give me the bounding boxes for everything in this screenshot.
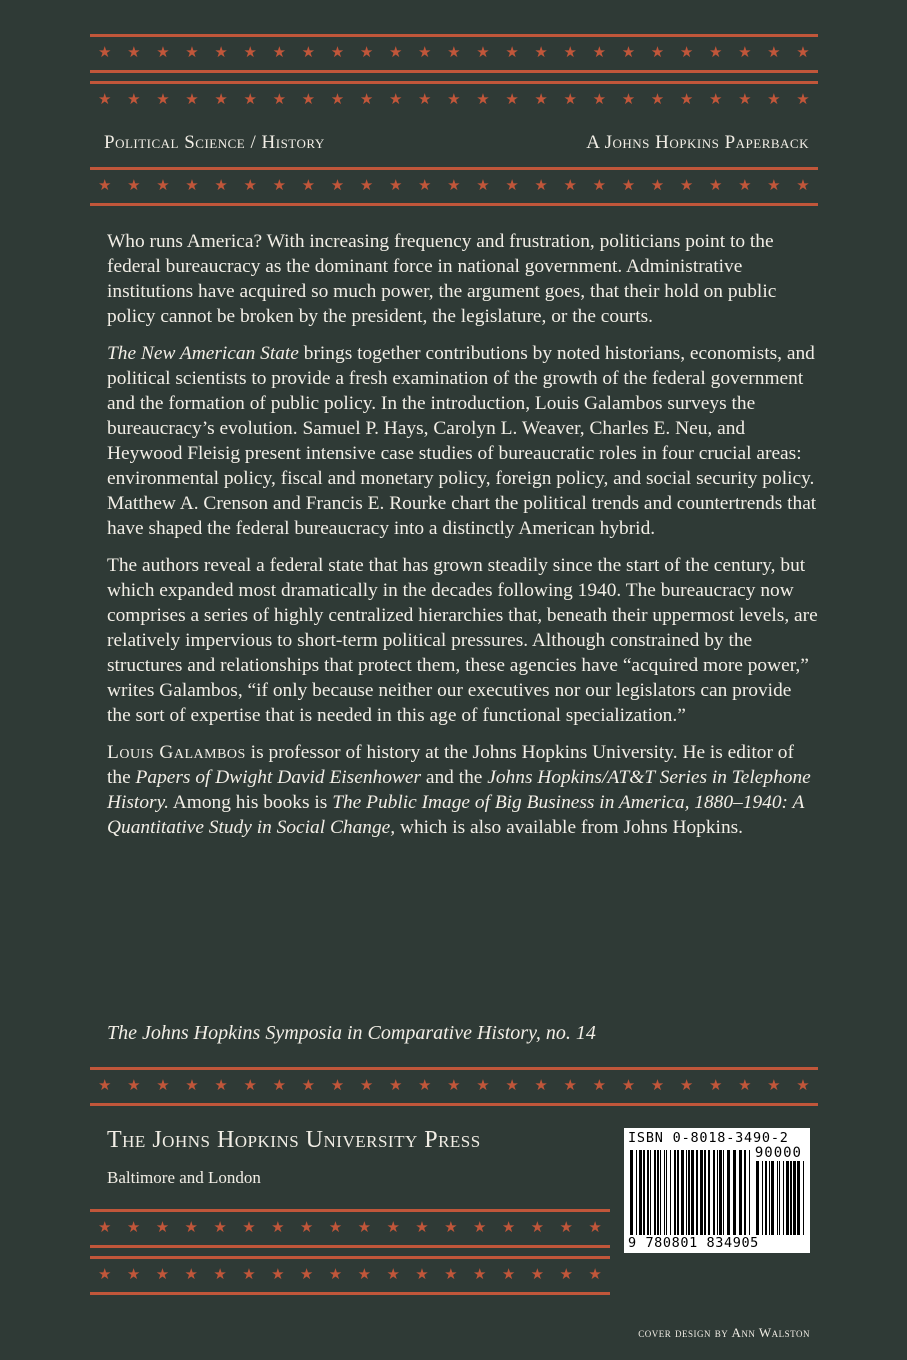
star-icon: ★ (738, 92, 752, 108)
star-icon: ★ (708, 1078, 723, 1094)
star-icon: ★ (621, 92, 636, 108)
series-line: The Johns Hopkins Symposia in Comparative History, no. 14 (107, 1022, 596, 1044)
star-icon: ★ (213, 1267, 227, 1283)
star-icon: ★ (447, 178, 461, 194)
publisher-ornament-band (90, 1067, 818, 1106)
star-icon: ★ (126, 1220, 141, 1236)
description-paragraph: Who runs America? With increasing frequency and frustration, politicians point to the federal bureaucracy as the dominant force in national government. Administrative institutions have acquired so much power, the argument goes, that their hold on public policy cannot be broken by the president, the legislature, or the courts. (107, 231, 777, 327)
star-icon: ★ (271, 1267, 285, 1283)
barcode-bar (636, 1150, 637, 1235)
star-icon: ★ (592, 1078, 607, 1094)
star-icon: ★ (501, 1267, 516, 1283)
star-icon: ★ (738, 45, 752, 61)
star-icon: ★ (185, 178, 199, 194)
barcode-bar (639, 1150, 642, 1235)
star-icon: ★ (767, 45, 781, 61)
star-icon: ★ (650, 1078, 665, 1094)
barcode-bar (691, 1150, 694, 1235)
barcode-bar (797, 1161, 800, 1235)
star-icon: ★ (156, 178, 170, 194)
star-icon: ★ (386, 1267, 400, 1283)
star-icon: ★ (505, 92, 519, 108)
star-icon: ★ (156, 1078, 170, 1094)
top-ornament-band (90, 34, 818, 108)
star-icon: ★ (243, 45, 257, 61)
star-icon: ★ (559, 1220, 573, 1236)
star-icon: ★ (242, 1267, 256, 1283)
credit-label: cover design by (638, 1325, 729, 1340)
star-icon: ★ (708, 92, 723, 108)
star-icon: ★ (213, 1220, 227, 1236)
star-icon: ★ (476, 45, 490, 61)
star-icon: ★ (185, 1078, 199, 1094)
barcode-bar (708, 1150, 710, 1235)
star-icon: ★ (272, 45, 287, 61)
publisher-location: Baltimore and London (107, 1168, 261, 1187)
star-icon: ★ (272, 1078, 287, 1094)
star-icon: ★ (98, 92, 112, 108)
isbn-barcode (624, 1128, 810, 1253)
star-icon: ★ (796, 1078, 810, 1094)
star-icon: ★ (534, 178, 548, 194)
star-icon: ★ (299, 1267, 314, 1283)
description-text: brings together contributions by noted historians, economists, and political scientists to provide a fresh examination of the growth of the federal government and the formation of public policy. In the introduction, Louis Galambos surveys the bureaucracy’s evolution. Samuel P. Hays, Carolyn L. Weaver, Charles E. Neu, and Heywood Fleisig present intensive case studies of bureaucratic roles in four crucial areas: environmental policy, fiscal and monetary policy, foreign policy, and social security policy. Matthew A. Crenson and Francis E. Rourke chart the political trends and countertrends that have shaped the federal bureaucracy into a distinctly American hybrid. (107, 343, 817, 539)
star-icon: ★ (301, 92, 316, 108)
star-icon: ★ (359, 92, 374, 108)
star-icon: ★ (330, 92, 345, 108)
barcode-bar (723, 1150, 724, 1235)
barcode-bar (666, 1150, 667, 1235)
star-icon: ★ (357, 1267, 372, 1283)
star-icon: ★ (505, 1078, 519, 1094)
ornament-rule (90, 34, 818, 37)
star-icon: ★ (621, 178, 636, 194)
star-icon: ★ (708, 45, 723, 61)
designer-name: Ann Walston (731, 1325, 810, 1340)
barcode-bar (769, 1161, 770, 1235)
star-icon: ★ (679, 92, 694, 108)
star-icon: ★ (530, 1220, 545, 1236)
barcode-bar (686, 1150, 687, 1235)
star-icon: ★ (530, 1267, 545, 1283)
star-icon: ★ (98, 1078, 112, 1094)
ornament-rule (90, 1292, 610, 1295)
star-icon: ★ (592, 45, 607, 61)
star-icon: ★ (708, 178, 723, 194)
description-paragraph: The authors reveal a federal state that has grown steadily since the start of the century, but which expanded most dramatically in the decades following 1940. The bureaucracy now comprises a series of highly centralized hierarchies that, beneath their uppermost levels, are relatively impervious to short-term political pressures. Although constrained by the structures and relationships that protect them, these agencies have “acquired more power,” writes Galambos, “if only because neither our executives nor our legislators can provide the sort of expertise that is needed in this age of functional specialization.” (107, 555, 818, 726)
barcode-bar (647, 1150, 649, 1235)
star-icon: ★ (127, 45, 141, 61)
bottom-ornament-band (90, 1209, 610, 1295)
star-icon: ★ (534, 92, 548, 108)
category-row (104, 132, 809, 154)
barcode-bar (739, 1150, 742, 1235)
ean-main-bars (630, 1150, 750, 1235)
barcode-bar (717, 1150, 718, 1235)
barcode-bar (657, 1150, 659, 1235)
ornament-rule (90, 1103, 818, 1106)
barcode-bar (786, 1161, 789, 1235)
barcode-bar (660, 1150, 661, 1235)
barcode-bar (664, 1150, 665, 1235)
star-icon: ★ (185, 92, 199, 108)
star-row (90, 45, 818, 61)
star-row (90, 92, 818, 108)
star-icon: ★ (501, 1220, 516, 1236)
star-icon: ★ (388, 45, 403, 61)
star-icon: ★ (127, 92, 141, 108)
star-icon: ★ (156, 45, 170, 61)
star-icon: ★ (738, 1078, 752, 1094)
star-icon: ★ (505, 45, 519, 61)
star-icon: ★ (476, 92, 490, 108)
star-icon: ★ (447, 45, 461, 61)
author-bio (107, 740, 819, 840)
star-icon: ★ (184, 1267, 198, 1283)
barcode-bar (762, 1161, 763, 1235)
barcode-bar (719, 1150, 722, 1235)
star-icon: ★ (534, 45, 548, 61)
bio-italic: The Public Image of Big Business in America, 1880–1940: A Quantitative Study in Social Change, (107, 792, 804, 838)
ornament-rule (90, 167, 818, 170)
star-icon: ★ (242, 1220, 256, 1236)
star-row (90, 1220, 610, 1236)
star-icon: ★ (679, 1078, 694, 1094)
star-icon: ★ (796, 178, 810, 194)
star-icon: ★ (214, 92, 228, 108)
barcode-bar (704, 1150, 706, 1235)
author-name: Louis Galambos (107, 742, 246, 763)
star-row (90, 1267, 610, 1283)
star-icon: ★ (214, 1078, 228, 1094)
star-row (90, 1078, 818, 1094)
barcode-bar (777, 1161, 778, 1235)
barcode-bar (696, 1150, 698, 1235)
star-icon: ★ (796, 45, 810, 61)
cover-design-credit (638, 1325, 810, 1341)
isbn-number: ISBN 0-8018-3490-2 (628, 1130, 789, 1146)
ornament-rule (90, 1209, 610, 1212)
star-icon: ★ (444, 1220, 458, 1236)
star-icon: ★ (98, 1220, 112, 1236)
barcode-bar (756, 1161, 759, 1235)
star-icon: ★ (418, 45, 432, 61)
star-icon: ★ (98, 178, 112, 194)
barcode-bar (688, 1150, 690, 1235)
barcode-bar (779, 1161, 780, 1235)
star-icon: ★ (650, 45, 665, 61)
barcode-bar (765, 1161, 767, 1235)
barcode-bar (793, 1161, 796, 1235)
star-icon: ★ (388, 92, 403, 108)
barcode-bar (713, 1150, 715, 1235)
star-icon: ★ (476, 178, 490, 194)
star-icon: ★ (472, 1267, 487, 1283)
book-description (107, 229, 819, 852)
star-icon: ★ (127, 178, 141, 194)
star-icon: ★ (563, 92, 577, 108)
barcode-bar (700, 1150, 703, 1235)
star-icon: ★ (447, 92, 461, 108)
star-icon: ★ (330, 45, 345, 61)
barcode-bar (650, 1150, 651, 1235)
star-icon: ★ (243, 1078, 257, 1094)
ornament-rule (90, 81, 818, 84)
barcode-bar (783, 1161, 784, 1235)
barcode-bar (727, 1150, 730, 1235)
star-icon: ★ (126, 1267, 141, 1283)
book-title-italic: The New American State (107, 343, 299, 364)
barcode-bar (681, 1150, 684, 1235)
star-icon: ★ (418, 92, 432, 108)
ean-number: 9 780801 834905 (628, 1235, 759, 1251)
star-icon: ★ (184, 1220, 198, 1236)
star-icon: ★ (127, 1078, 141, 1094)
barcode-bar (674, 1150, 676, 1235)
barcode-bar (643, 1150, 645, 1235)
star-icon: ★ (330, 1078, 345, 1094)
star-icon: ★ (563, 1078, 577, 1094)
star-icon: ★ (155, 1267, 170, 1283)
star-icon: ★ (650, 178, 665, 194)
star-icon: ★ (592, 178, 607, 194)
price-addon-number: 90000 (754, 1145, 802, 1161)
publisher-name: The Johns Hopkins University Press (107, 1127, 481, 1153)
description-paragraph (107, 341, 819, 541)
star-icon: ★ (214, 178, 228, 194)
series-imprint-label: A Johns Hopkins Paperback (586, 132, 809, 153)
star-icon: ★ (559, 1267, 573, 1283)
barcode-bar (733, 1150, 736, 1235)
star-icon: ★ (415, 1220, 429, 1236)
star-icon: ★ (767, 1078, 781, 1094)
barcode-bar (790, 1161, 792, 1235)
star-icon: ★ (243, 178, 257, 194)
star-icon: ★ (155, 1220, 170, 1236)
barcode-bar (630, 1150, 633, 1235)
star-icon: ★ (563, 45, 577, 61)
category-label: Political Science / History (104, 132, 325, 153)
star-icon: ★ (621, 45, 636, 61)
bio-text: is professor of history at the Johns Hopkins University. He is editor of the (107, 742, 794, 788)
star-icon: ★ (418, 178, 432, 194)
star-icon: ★ (272, 92, 287, 108)
star-icon: ★ (738, 178, 752, 194)
star-icon: ★ (444, 1267, 458, 1283)
bio-text: and the (421, 767, 488, 788)
barcode-bar (744, 1150, 746, 1235)
star-icon: ★ (243, 92, 257, 108)
star-icon: ★ (185, 45, 199, 61)
ornament-rule (90, 203, 818, 206)
star-icon: ★ (476, 1078, 490, 1094)
star-icon: ★ (563, 178, 577, 194)
star-icon: ★ (592, 92, 607, 108)
star-icon: ★ (272, 178, 287, 194)
star-icon: ★ (418, 1078, 432, 1094)
star-icon: ★ (621, 1078, 636, 1094)
ornament-rule (90, 70, 818, 73)
star-icon: ★ (299, 1220, 314, 1236)
star-icon: ★ (767, 92, 781, 108)
star-icon: ★ (767, 178, 781, 194)
star-icon: ★ (534, 1078, 548, 1094)
bio-text: Among his books is (168, 792, 333, 813)
star-icon: ★ (588, 1267, 602, 1283)
barcode-bar (771, 1161, 774, 1235)
star-icon: ★ (357, 1220, 372, 1236)
star-row (90, 178, 818, 194)
star-icon: ★ (330, 178, 345, 194)
star-icon: ★ (301, 178, 316, 194)
star-icon: ★ (388, 178, 403, 194)
ean-addon-bars (756, 1161, 804, 1235)
barcode-bar (677, 1150, 679, 1235)
ornament-rule (90, 1245, 610, 1248)
ornament-rule (90, 1256, 610, 1259)
bio-text: which is also available from Johns Hopkins. (395, 817, 744, 838)
star-icon: ★ (472, 1220, 487, 1236)
star-icon: ★ (388, 1078, 403, 1094)
star-icon: ★ (156, 92, 170, 108)
star-icon: ★ (301, 45, 316, 61)
star-icon: ★ (386, 1220, 400, 1236)
star-icon: ★ (679, 178, 694, 194)
barcode-bar (654, 1150, 656, 1235)
star-icon: ★ (505, 178, 519, 194)
category-ornament-band (90, 167, 818, 206)
star-icon: ★ (796, 92, 810, 108)
star-icon: ★ (98, 45, 112, 61)
star-icon: ★ (415, 1267, 429, 1283)
star-icon: ★ (271, 1220, 285, 1236)
barcode-bar (803, 1161, 804, 1235)
star-icon: ★ (359, 45, 374, 61)
star-icon: ★ (447, 1078, 461, 1094)
barcode-bar (670, 1150, 671, 1235)
star-icon: ★ (214, 45, 228, 61)
star-icon: ★ (98, 1267, 112, 1283)
bio-italic: Papers of Dwight David Eisenhower (135, 767, 422, 788)
bio-italic: Johns Hopkins/AT&T Series in Telephone History. (107, 767, 811, 813)
star-icon: ★ (301, 1078, 316, 1094)
star-icon: ★ (359, 1078, 374, 1094)
star-icon: ★ (359, 178, 374, 194)
star-icon: ★ (328, 1220, 343, 1236)
star-icon: ★ (650, 92, 665, 108)
star-icon: ★ (328, 1267, 343, 1283)
star-icon: ★ (588, 1220, 602, 1236)
star-icon: ★ (679, 45, 694, 61)
barcode-bar (749, 1150, 750, 1235)
ornament-rule (90, 1067, 818, 1070)
